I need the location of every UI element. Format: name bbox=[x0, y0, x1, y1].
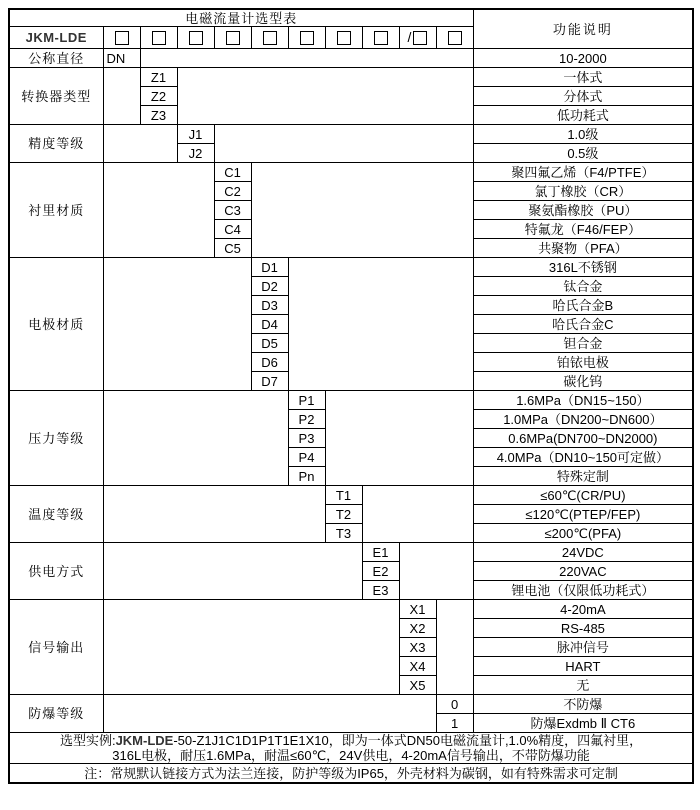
code-box-cell bbox=[214, 27, 251, 49]
code-cell: J1 bbox=[177, 125, 214, 144]
desc-cell: 特殊定制 bbox=[473, 467, 693, 486]
desc-cell: 不防爆 bbox=[473, 695, 693, 714]
filler-cell bbox=[325, 391, 473, 486]
code-cell: D4 bbox=[251, 315, 288, 334]
desc-cell: 锂电池（仅限低功耗式） bbox=[473, 581, 693, 600]
code-cell: P2 bbox=[288, 410, 325, 429]
filler-cell bbox=[288, 258, 473, 391]
model-prefix: JKM-LDE bbox=[9, 27, 103, 49]
option-row bbox=[9, 258, 693, 277]
category-cell: 供电方式 bbox=[9, 543, 103, 600]
code-cell: C5 bbox=[214, 239, 251, 258]
checkbox-icon bbox=[300, 31, 314, 45]
desc-cell: 低功耗式 bbox=[473, 106, 693, 125]
code-cell: E2 bbox=[362, 562, 399, 581]
code-cell: X5 bbox=[399, 676, 436, 695]
option-row bbox=[9, 486, 693, 505]
code-box-cell bbox=[288, 27, 325, 49]
slash-separator: / bbox=[407, 28, 412, 45]
code-cell: Z3 bbox=[140, 106, 177, 125]
desc-cell: 220VAC bbox=[473, 562, 693, 581]
note-row bbox=[9, 764, 693, 784]
category-cell: 精度等级 bbox=[9, 125, 103, 163]
example-line-1 bbox=[12, 733, 690, 748]
code-cell: X3 bbox=[399, 638, 436, 657]
desc-cell: 无 bbox=[473, 676, 693, 695]
code-box-cell bbox=[251, 27, 288, 49]
filler-cell bbox=[103, 543, 362, 600]
checkbox-icon bbox=[115, 31, 129, 45]
example-label: 选型实例: bbox=[59, 733, 116, 748]
function-desc-header: 功能说明 bbox=[473, 9, 693, 49]
category-cell: 公称直径 bbox=[9, 49, 103, 68]
code-cell: T2 bbox=[325, 505, 362, 524]
filler-cell bbox=[103, 486, 325, 543]
desc-cell: 10-2000 bbox=[473, 49, 693, 68]
desc-cell: 共聚物（PFA） bbox=[473, 239, 693, 258]
code-cell: D5 bbox=[251, 334, 288, 353]
desc-cell: 1.0MPa（DN200~DN600） bbox=[473, 410, 693, 429]
example-text: -50-Z1J1C1D1P1T1E1X10，即为一体式DN50电磁流量计,1.0%精度，四氟衬里， bbox=[173, 733, 643, 748]
option-row bbox=[9, 68, 693, 87]
option-row bbox=[9, 163, 693, 182]
code-cell: D6 bbox=[251, 353, 288, 372]
checkbox-icon bbox=[263, 31, 277, 45]
desc-cell: 0.6MPa(DN700~DN2000) bbox=[473, 429, 693, 448]
code-cell: T1 bbox=[325, 486, 362, 505]
code-cell: D2 bbox=[251, 277, 288, 296]
code-cell: E1 bbox=[362, 543, 399, 562]
filler-cell bbox=[103, 163, 214, 258]
desc-cell: 一体式 bbox=[473, 68, 693, 87]
desc-cell: 聚氨酯橡胶（PU） bbox=[473, 201, 693, 220]
filler-cell bbox=[214, 125, 473, 163]
desc-cell: ≤200℃(PFA) bbox=[473, 524, 693, 543]
code-cell: 0 bbox=[436, 695, 473, 714]
desc-cell: ≤120℃(PTEP/FEP) bbox=[473, 505, 693, 524]
title-row bbox=[9, 9, 693, 27]
code-cell: T3 bbox=[325, 524, 362, 543]
code-cell: Pn bbox=[288, 467, 325, 486]
example-row bbox=[9, 733, 693, 764]
filler-cell bbox=[103, 68, 140, 125]
filler-cell bbox=[399, 543, 473, 600]
category-cell: 电极材质 bbox=[9, 258, 103, 391]
filler-cell bbox=[103, 600, 399, 695]
code-cell: DN bbox=[103, 49, 140, 68]
code-cell: Z2 bbox=[140, 87, 177, 106]
desc-cell: 碳化钨 bbox=[473, 372, 693, 391]
desc-cell: 24VDC bbox=[473, 543, 693, 562]
option-row bbox=[9, 49, 693, 68]
desc-cell: HART bbox=[473, 657, 693, 676]
filler-cell bbox=[103, 258, 251, 391]
code-cell: J2 bbox=[177, 144, 214, 163]
desc-cell: 脉冲信号 bbox=[473, 638, 693, 657]
code-cell: C2 bbox=[214, 182, 251, 201]
note-cell: 注：常规默认链接方式为法兰连接，防护等级为IP65，外壳材料为碳钢，如有特殊需求可定制 bbox=[9, 764, 693, 784]
code-box-cell bbox=[177, 27, 214, 49]
option-row bbox=[9, 600, 693, 619]
filler-cell bbox=[103, 125, 177, 163]
option-row bbox=[9, 543, 693, 562]
selection-table bbox=[8, 8, 694, 784]
desc-cell: 分体式 bbox=[473, 87, 693, 106]
code-cell: X1 bbox=[399, 600, 436, 619]
code-box-cell bbox=[103, 27, 140, 49]
example-cell bbox=[9, 733, 693, 764]
desc-cell: 哈氏合金C bbox=[473, 315, 693, 334]
category-cell: 信号输出 bbox=[9, 600, 103, 695]
code-cell: X2 bbox=[399, 619, 436, 638]
category-cell: 防爆等级 bbox=[9, 695, 103, 733]
filler-cell bbox=[103, 391, 288, 486]
code-box-cell bbox=[399, 27, 436, 49]
code-box-cell bbox=[436, 27, 473, 49]
category-cell: 转换器类型 bbox=[9, 68, 103, 125]
code-cell: D7 bbox=[251, 372, 288, 391]
code-box-cell bbox=[325, 27, 362, 49]
checkbox-icon bbox=[189, 31, 203, 45]
filler-cell bbox=[140, 49, 473, 68]
desc-cell: 钽合金 bbox=[473, 334, 693, 353]
checkbox-icon bbox=[337, 31, 351, 45]
code-box-cell bbox=[140, 27, 177, 49]
filler-cell bbox=[103, 695, 436, 733]
filler-cell bbox=[251, 163, 473, 258]
example-line-2: 316L电极，耐压1.6MPa，耐温≤60℃，24V供电，4-20mA信号输出，不带防爆功能 bbox=[112, 748, 590, 763]
checkbox-icon bbox=[152, 31, 166, 45]
code-cell: Z1 bbox=[140, 68, 177, 87]
desc-cell: 4-20mA bbox=[473, 600, 693, 619]
option-row bbox=[9, 391, 693, 410]
code-cell: P4 bbox=[288, 448, 325, 467]
code-cell: P3 bbox=[288, 429, 325, 448]
desc-cell: 聚四氟乙烯（F4/PTFE） bbox=[473, 163, 693, 182]
category-cell: 压力等级 bbox=[9, 391, 103, 486]
desc-cell: RS-485 bbox=[473, 619, 693, 638]
checkbox-icon bbox=[226, 31, 240, 45]
table-title: 电磁流量计选型表 bbox=[9, 9, 473, 27]
desc-cell: 316L不锈钢 bbox=[473, 258, 693, 277]
code-box-cell bbox=[362, 27, 399, 49]
checkbox-icon bbox=[448, 31, 462, 45]
filler-cell bbox=[436, 600, 473, 695]
category-cell: 温度等级 bbox=[9, 486, 103, 543]
desc-cell: 铂铱电极 bbox=[473, 353, 693, 372]
desc-cell: 0.5级 bbox=[473, 144, 693, 163]
code-cell: D1 bbox=[251, 258, 288, 277]
category-cell: 衬里材质 bbox=[9, 163, 103, 258]
desc-cell: 哈氏合金B bbox=[473, 296, 693, 315]
code-cell: P1 bbox=[288, 391, 325, 410]
code-cell: E3 bbox=[362, 581, 399, 600]
code-cell: C3 bbox=[214, 201, 251, 220]
code-cell: C4 bbox=[214, 220, 251, 239]
option-row bbox=[9, 125, 693, 144]
filler-cell bbox=[362, 486, 473, 543]
desc-cell: 4.0MPa（DN10~150可定做） bbox=[473, 448, 693, 467]
code-cell: C1 bbox=[214, 163, 251, 182]
desc-cell: 钛合金 bbox=[473, 277, 693, 296]
desc-cell: 氯丁橡胶（CR） bbox=[473, 182, 693, 201]
code-cell: 1 bbox=[436, 714, 473, 733]
code-cell: D3 bbox=[251, 296, 288, 315]
desc-cell: 1.6MPa（DN15~150） bbox=[473, 391, 693, 410]
example-model: JKM-LDE bbox=[115, 733, 174, 748]
code-cell: X4 bbox=[399, 657, 436, 676]
desc-cell: 防爆Exdmb Ⅱ CT6 bbox=[473, 714, 693, 733]
desc-cell: ≤60℃(CR/PU) bbox=[473, 486, 693, 505]
option-row bbox=[9, 695, 693, 714]
checkbox-icon bbox=[413, 31, 427, 45]
checkbox-icon bbox=[374, 31, 388, 45]
desc-cell: 特氟龙（F46/FEP） bbox=[473, 220, 693, 239]
filler-cell bbox=[177, 68, 473, 125]
desc-cell: 1.0级 bbox=[473, 125, 693, 144]
